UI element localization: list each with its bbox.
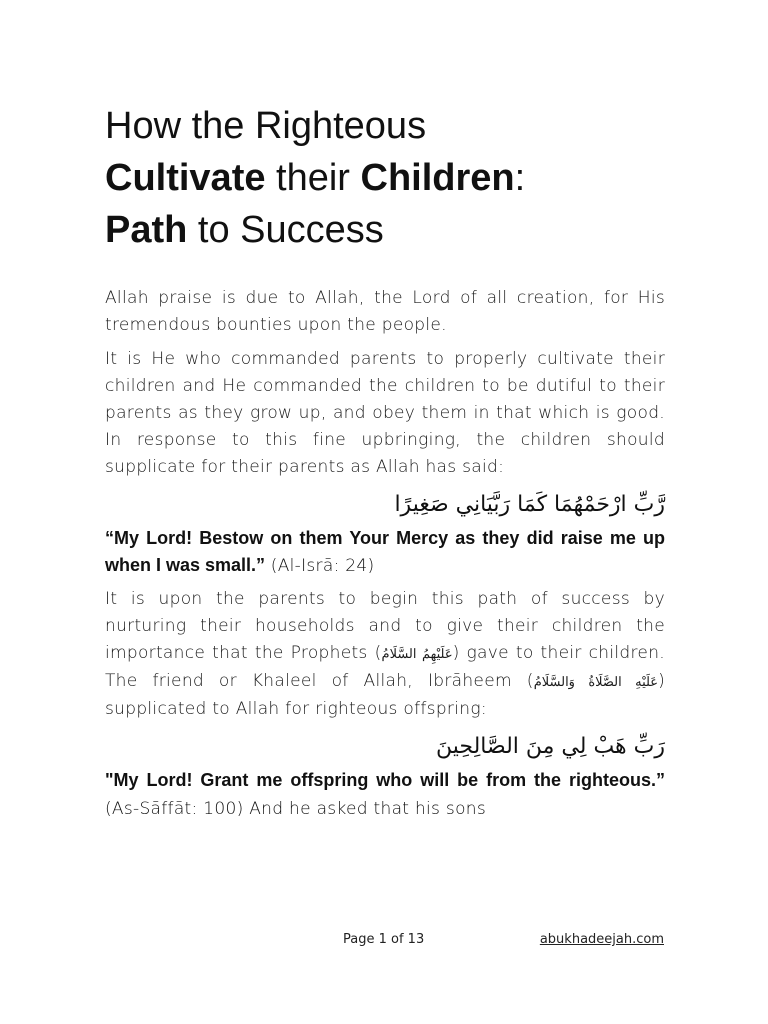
- quote-isra-text: “My Lord! Bestow on them Your Mercy as they did raise me up when I was small.”: [105, 528, 665, 575]
- website-link[interactable]: abukhadeejah.com: [539, 932, 664, 947]
- page-footer: [0, 932, 768, 952]
- quote-saffat-text: "My Lord! Grant me offspring who will be from the righteous.”: [105, 770, 665, 790]
- document-page: [105, 100, 665, 823]
- page-number: Page 1 of 13: [343, 932, 425, 947]
- intro-paragraph: Allah praise is due to Allah, the Lord of all creation, for His tremendous bounties upon the people.: [105, 288, 665, 335]
- arabic-verse-saffat: رَبِّ هَبْ لِي مِنَ الصَّالِحِينَ: [436, 734, 665, 759]
- quote-isra: [105, 525, 665, 580]
- title-word-children: Children: [360, 157, 515, 199]
- commanded-paragraph: It is He who commanded parents to properly cultivate their children and He commanded the children to be dutiful to their parents as they grow up, and obey them in that which is good. In response to this fine upbringing, the children should supplicate for their parents as Allah has said:: [105, 349, 665, 477]
- parents-paragraph: [105, 586, 665, 723]
- arabic-verse-isra: رَّبِّ ارْحَمْهُمَا كَمَا رَبَّيَانِي صَغِيرًا: [394, 492, 665, 517]
- honorific-prophets: عَلَيْهِمُ السَّلَامُ: [381, 647, 453, 662]
- parents-paragraph-part-2: ) gave to their children. The friend or Khaleel of Allah, Ibrāheem (: [105, 643, 665, 691]
- title-colon: :: [514, 157, 526, 199]
- parents-paragraph-part-1: It is upon the parents to begin this path of success by nurturing their households and to give their children the importance that the Prophets (: [105, 589, 665, 663]
- honorific-ibraheem: عَلَيْهِ الصَّلَاةُ وَالسَّلَامُ: [533, 675, 659, 690]
- parents-paragraph-part-3: ) supplicated to Allah for righteous offspring:: [105, 671, 666, 719]
- quote-saffat-reference: (As-Sāffāt: 100) And he asked that his sons: [105, 799, 487, 819]
- quote-saffat: [105, 767, 665, 823]
- title-line-1: How the Righteous: [105, 105, 427, 147]
- title-word-cultivate: Cultivate: [105, 157, 266, 199]
- page-title: [105, 100, 665, 256]
- title-word-their: their: [265, 157, 361, 199]
- title-word-to-success: to Success: [187, 209, 384, 251]
- title-word-path: Path: [105, 209, 188, 251]
- quote-isra-reference: (Al-Isrā: 24): [265, 556, 375, 576]
